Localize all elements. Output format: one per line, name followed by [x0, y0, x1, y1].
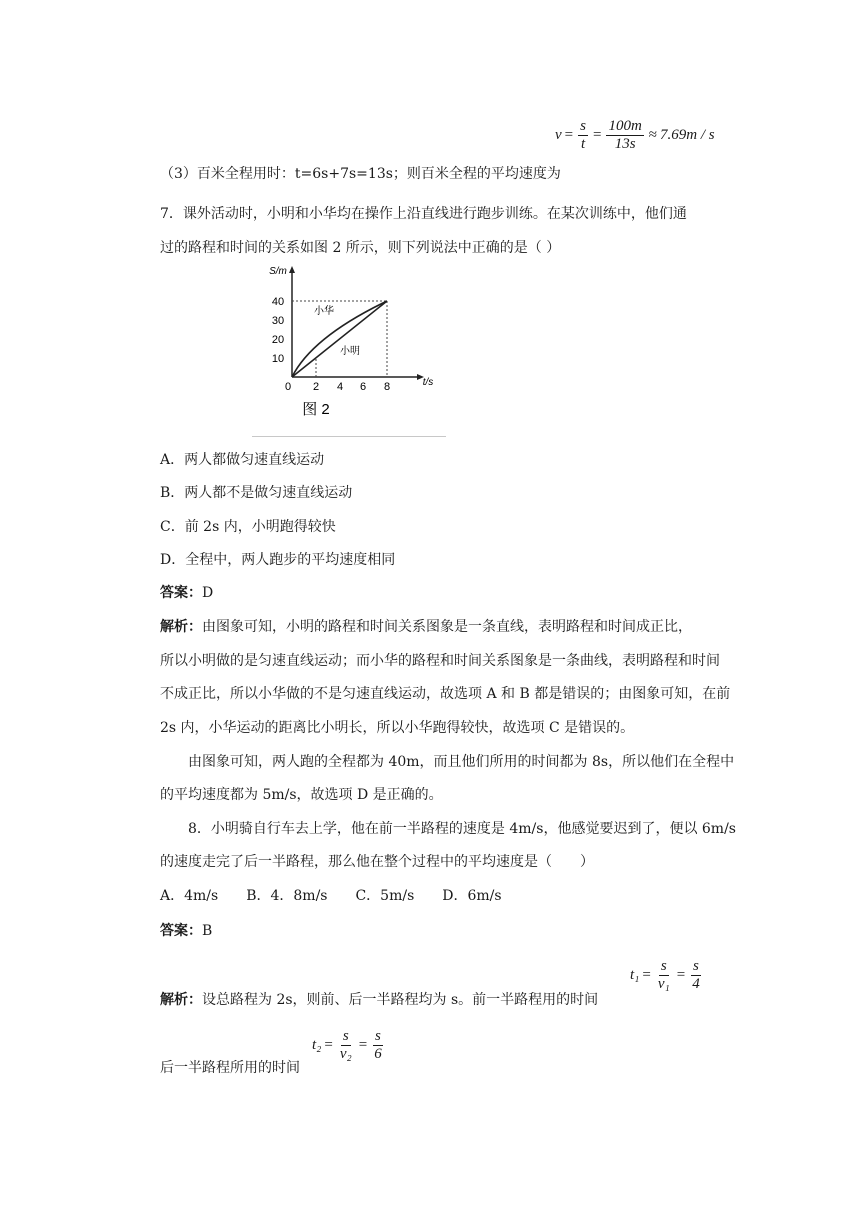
- figure-caption: 图 2: [302, 401, 330, 418]
- label-xiaoming: 小明: [340, 346, 360, 357]
- t1-den2: 4: [692, 976, 700, 992]
- q7-analysis-label: 解析：: [160, 619, 202, 635]
- q7-analysis-line3: 不成正比，所以小华做的不是匀速直线运动，故选项 A 和 B 都是错误的；由图象可知，在前: [160, 686, 731, 702]
- q7-analysis-text1: 由图象可知，小明的路程和时间关系图象是一条直线，表明路程和时间成正比，: [202, 619, 692, 635]
- t1-lhs: t₁: [630, 967, 640, 983]
- eq-fraction-s-over-t: [578, 118, 588, 153]
- figure-2-graph: [252, 262, 452, 442]
- q7-answer-value: D: [202, 585, 214, 601]
- x-tick-2: 2: [312, 381, 320, 393]
- t2-den1: v₂: [339, 1046, 352, 1062]
- t1-frac-s-over-4: [690, 958, 702, 993]
- q8-answer-label: 答案：: [160, 923, 202, 939]
- y-tick-40: 40: [271, 296, 285, 308]
- t2-num2: s: [375, 1028, 381, 1044]
- q7-option-d: D．全程中，两人跑步的平均速度相同: [160, 552, 396, 568]
- t2-lhs: t₂: [312, 1037, 322, 1053]
- q8-stem-line2: 的速度走完了后一半路程，那么他在整个过程中的平均速度是（ ）: [160, 854, 594, 870]
- eq-den-t: t: [580, 136, 586, 152]
- q7-stem-line2: 过的路程和时间的关系如图 2 所示，则下列说法中正确的是（ ）: [160, 240, 561, 256]
- label-xiaohua: 小华: [314, 306, 334, 317]
- q6-step3-text: （3）百米全程用时：t=6s+7s=13s；则百米全程的平均速度为: [160, 166, 561, 182]
- figure-divider: [252, 436, 446, 437]
- t1-frac-s-over-v1: [656, 958, 672, 993]
- x-tick-0: 0: [284, 381, 292, 393]
- t2-den2: 6: [374, 1046, 382, 1062]
- x-axis-label: t/s: [422, 377, 434, 388]
- t2-num1: s: [342, 1028, 349, 1044]
- q7-analysis-line5: 由图象可知，两人跑的全程都为 40m，而且他们所用的时间都为 8s，所以他们在全程中: [188, 754, 735, 770]
- eq-result: 7.69m / s: [660, 127, 715, 143]
- y-axis-arrow: [289, 266, 295, 273]
- q8-stem-line1: 8．小明骑自行车去上学，他在前一半路程的速度是 4m/s，他感觉要迟到了，便以 6m/s: [188, 821, 736, 837]
- q7-analysis-line2: 所以小明做的是匀速直线运动；而小华的路程和时间关系图象是一条曲线，表明路程和时间: [160, 653, 720, 669]
- q7-option-b: B．两人都不是做匀速直线运动: [160, 485, 353, 501]
- q8-analysis-line1: [160, 990, 598, 1010]
- t2-equation: t₂ = $\frac{s}{\text{v₂}}$ = $\frac{s}{6}$: [312, 1028, 382, 1062]
- q7-analysis-line1: [160, 617, 692, 637]
- x-tick-8: 8: [383, 381, 391, 393]
- q7-answer-label: 答案：: [160, 585, 202, 601]
- y-tick-30: 30: [271, 315, 285, 327]
- eq-fraction-100m-13s: [606, 118, 643, 153]
- q8-analysis-text1: 设总路程为 2s，则前、后一半路程均为 s。前一半路程用的时间: [202, 992, 599, 1008]
- t1-num2: s: [693, 958, 699, 974]
- t2-frac-s-over-v2: [338, 1028, 354, 1063]
- q7-option-a: A．两人都做匀速直线运动: [160, 452, 325, 468]
- eq-var-v: v: [555, 127, 562, 143]
- q8-analysis-line2: 后一半路程所用的时间: [160, 1060, 300, 1076]
- t1-num1: s: [660, 958, 667, 974]
- q7-analysis-line4: 2s 内，小华运动的距离比小明长，所以小华跑得较快，故选项 C 是错误的。: [160, 720, 635, 736]
- eq-num-100m: 100m: [608, 118, 642, 134]
- y-axis-label: S/m: [269, 266, 287, 277]
- q7-answer: [160, 583, 213, 603]
- figure-2: [252, 262, 452, 442]
- t2-frac-s-over-6: [372, 1028, 384, 1063]
- eq-num-s: s: [580, 118, 586, 134]
- q8-analysis-label: 解析：: [160, 992, 202, 1008]
- t1-den1: v₁: [657, 976, 670, 992]
- x-tick-4: 4: [336, 381, 344, 393]
- speed-equation: v = $\frac{s}{t}$ = $\frac{100m}{13s}$ ≈ 7.69m / s: [555, 118, 715, 152]
- q7-option-c: C．前 2s 内，小明跑得较快: [160, 519, 336, 535]
- t1-equation: t₁ = $\frac{s}{\text{v₁}}$ = $\frac{s}{4}$: [630, 958, 700, 992]
- y-tick-10: 10: [271, 353, 285, 365]
- q8-options: A．4m/s B．4．8m/s C．5m/s D．6m/s: [160, 888, 502, 904]
- q7-analysis-line6: 的平均速度都为 5m/s，故选项 D 是正确的。: [160, 787, 443, 803]
- x-tick-6: 6: [359, 381, 367, 393]
- q8-answer-value: B: [202, 923, 213, 939]
- y-tick-20: 20: [271, 334, 285, 346]
- q8-answer: [160, 921, 212, 941]
- q7-stem-line1: 7．课外活动时，小明和小华均在操作上沿直线进行跑步训练。在某次训练中，他们通: [160, 206, 687, 222]
- eq-den-13s: 13s: [614, 136, 636, 152]
- xiaoming-line: [292, 301, 387, 377]
